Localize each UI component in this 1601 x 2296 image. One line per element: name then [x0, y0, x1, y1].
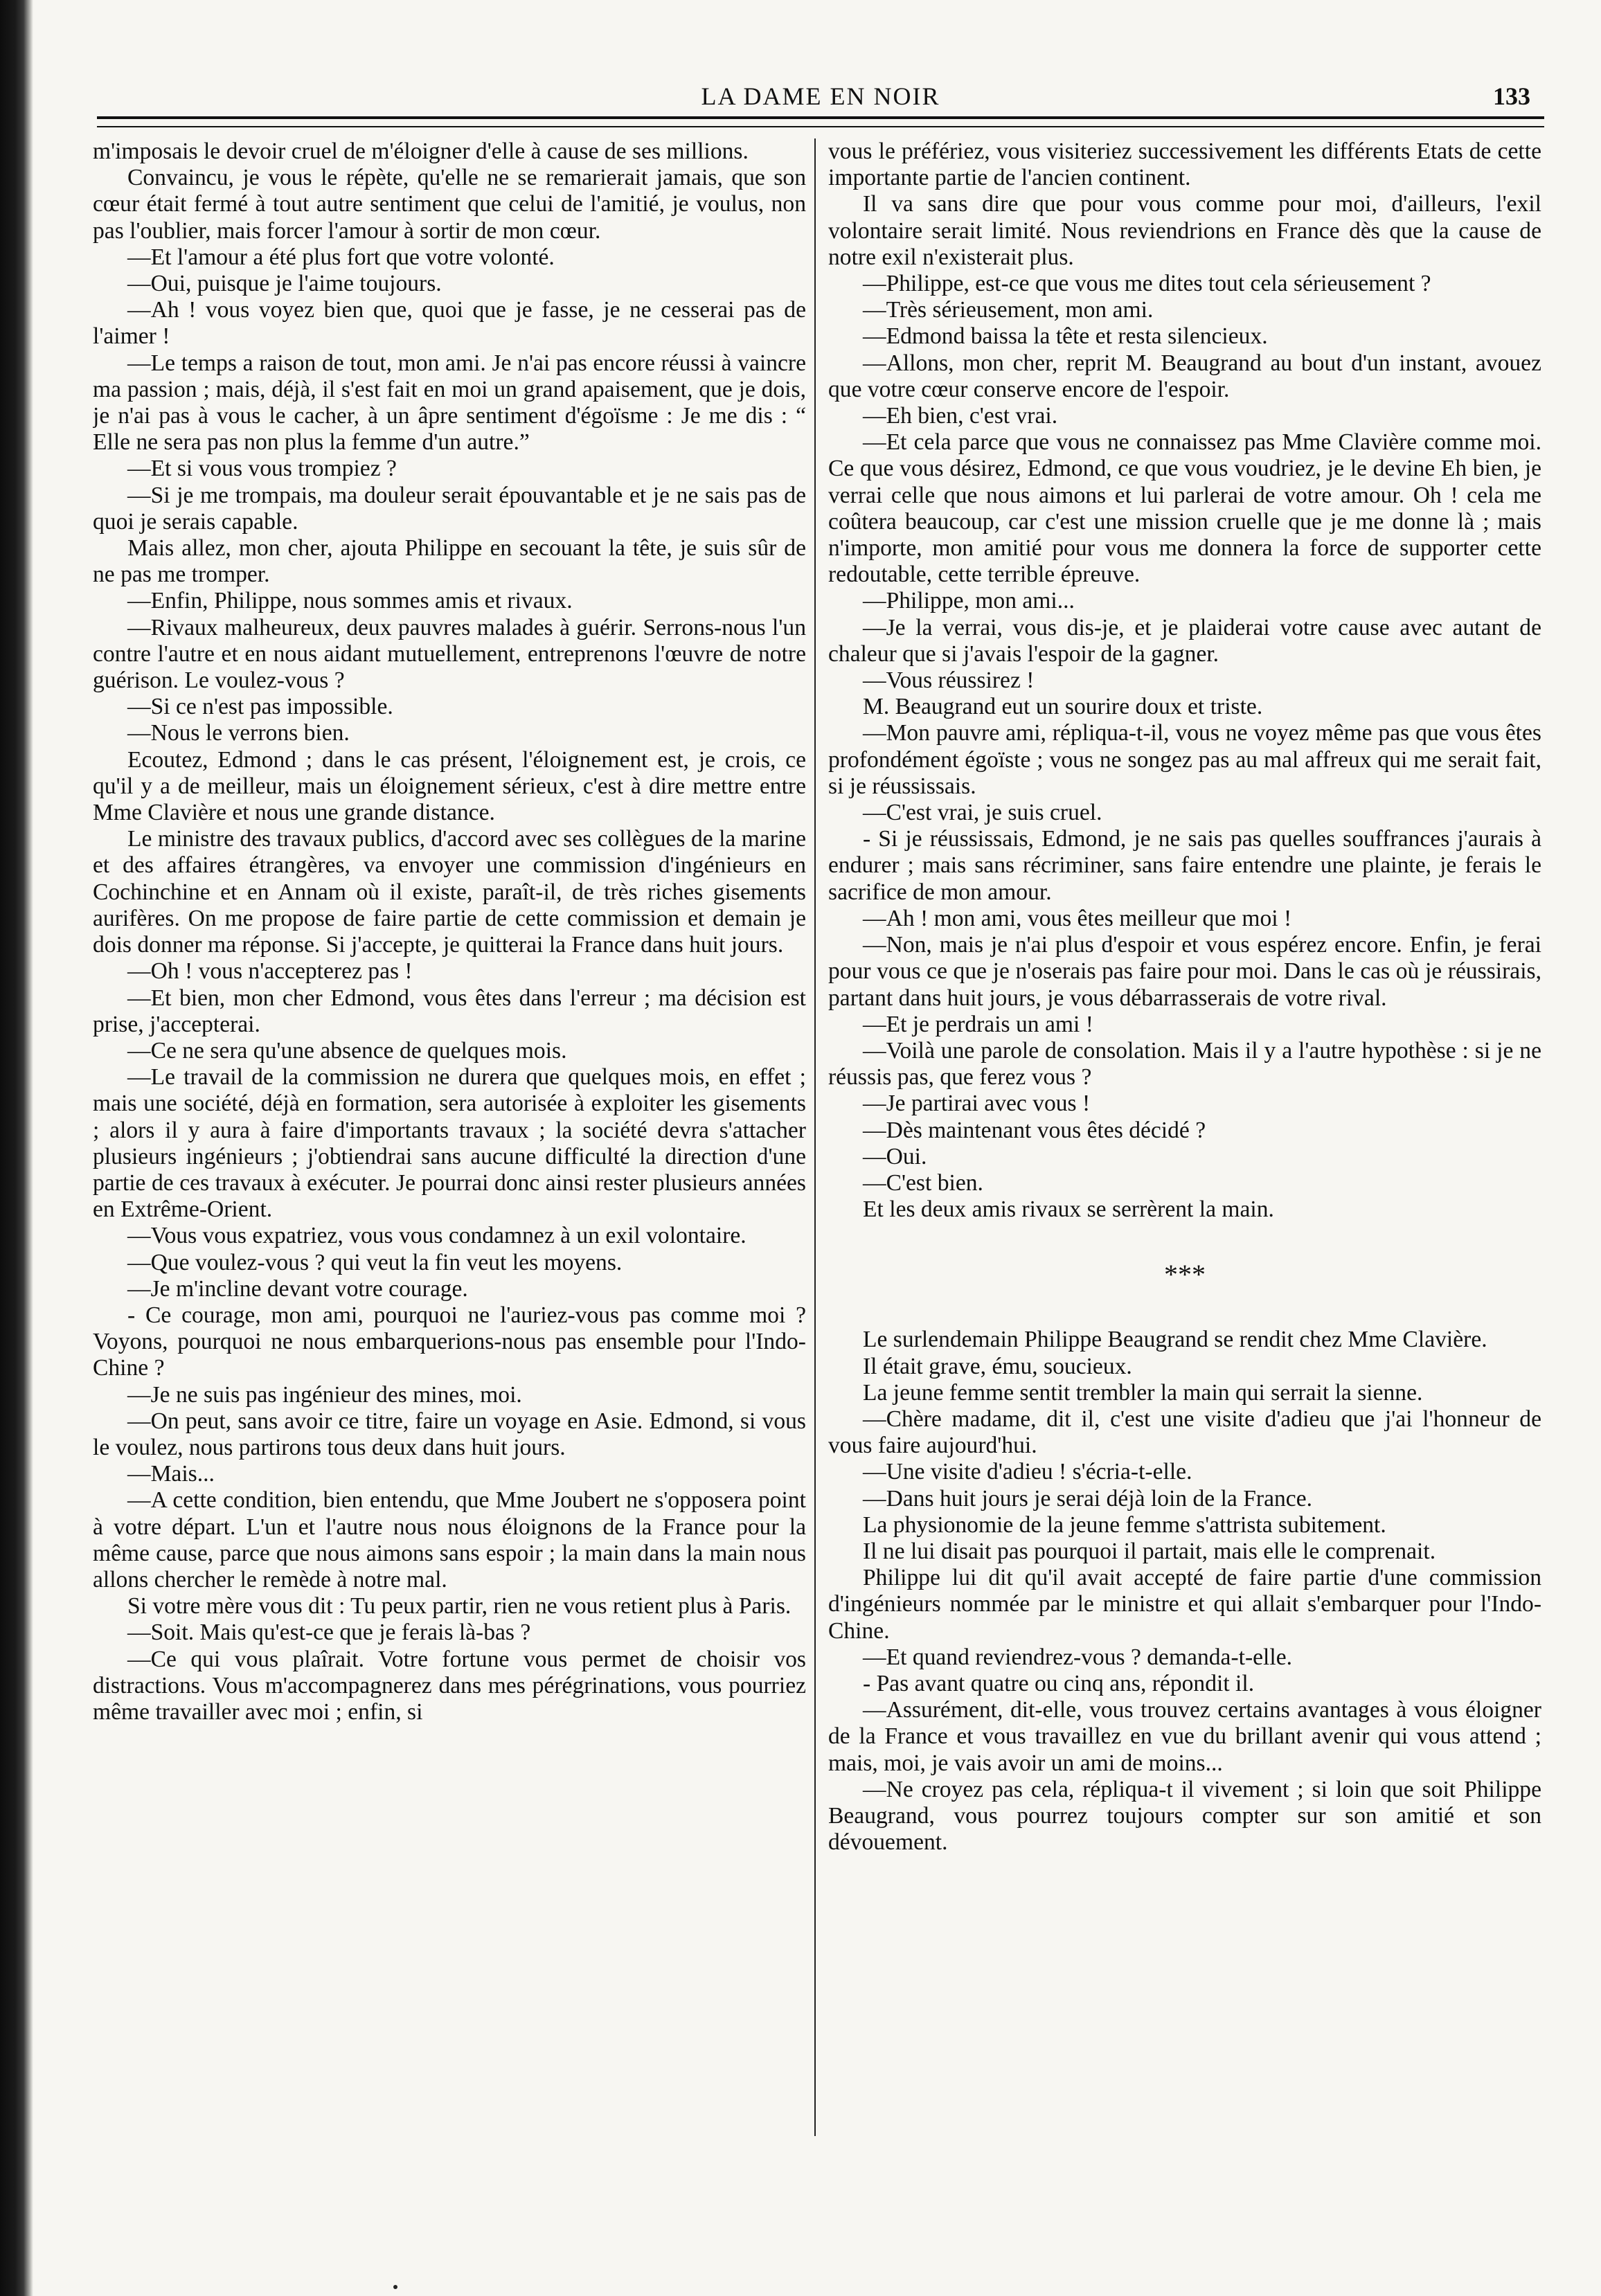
paragraph: —Non, mais je n'ai plus d'espoir et vous espérez encore. Enfin, je ferai pour vous ce que je n'oserais pas faire pour moi. Dans le cas où je réussirais, partant dans huit jours, je vous débarrasserais de votre rival.: [828, 932, 1541, 1011]
paragraph: —Ah ! mon ami, vous êtes meilleur que moi !: [863, 905, 1292, 931]
paragraph: —Vous réussirez !: [863, 667, 1035, 694]
paragraph: —Eh bien, c'est vrai.: [863, 403, 1058, 429]
paragraph: —Dans huit jours je serai déjà loin de la France.: [863, 1485, 1312, 1512]
paragraph: - Ce courage, mon ami, pourquoi ne l'auriez-vous pas comme moi ? Voyons, pourquoi ne nous embarquerions-nous pas ensemble pour l'Indo-Chine ?: [93, 1302, 806, 1381]
paragraph: Le ministre des travaux publics, d'accord avec ses collègues de la marine et des affaires étrangères, va envoyer une commission d'ingénieurs en Cochinchine et en Annam où il existe, paraît-il, de très riches gisements aurifères. On me propose de faire partie de cette commission et demain je dois donner ma réponse. Si j'accepte, je quitterai la France dans huit jours.: [93, 826, 806, 958]
paragraph: La physionomie de la jeune femme s'attrista subitement.: [863, 1512, 1386, 1538]
paragraph: —Si ce n'est pas impossible.: [127, 694, 393, 720]
paragraph: —Et l'amour a été plus fort que votre volonté.: [127, 244, 555, 270]
paragraph: —Nous le verrons bien.: [127, 720, 350, 746]
paragraph: —Allons, mon cher, reprit M. Beaugrand au bout d'un instant, avouez que votre cœur conserve encore de l'espoir.: [828, 350, 1541, 402]
page-number: 133: [1493, 82, 1530, 110]
paragraph: —Oui, puisque je l'aime toujours.: [127, 271, 442, 297]
paragraph: La jeune femme sentit trembler la main qui serrait la sienne.: [863, 1379, 1423, 1406]
paragraph: vous le préfériez, vous visiteriez successivement les différents Etats de cette importante partie de l'ancien continent.: [828, 138, 1541, 191]
paragraph: m'imposais le devoir cruel de m'éloigner d'elle à cause de ses millions.: [93, 138, 749, 164]
paragraph: —Philippe, est-ce que vous me dites tout cela sérieusement ?: [863, 271, 1431, 297]
paragraph: —Vous vous expatriez, vous vous condamnez à un exil volontaire.: [127, 1223, 746, 1249]
header-rule-thin: [97, 126, 1544, 127]
right-text-column: [828, 138, 1541, 2174]
paragraph: —Philippe, mon ami...: [863, 588, 1075, 614]
paragraph: —Soit. Mais qu'est-ce que je ferais là-bas ?: [127, 1620, 531, 1646]
paragraph: —Le travail de la commission ne durera que quelques mois, en effet ; mais une société, déjà en formation, sera autorisée à exploiter les gisements ; alors il y aura à faire d'importants travaux ; la société devra s'attacher plusieurs ingénieurs ; j'obtiendrai sans aucune difficulté la direction d'une partie de ces travaux à exécuter. Je pourrai donc ainsi rester plusieurs années en Extrême-Orient.: [93, 1064, 806, 1223]
paragraph: —Assurément, dit-elle, vous trouvez certains avantages à vous éloigner de la France et vous travaillez en vue du brillant avenir qui vous attend ; mais, moi, je vais avoir un ami de moins...: [828, 1697, 1541, 1776]
paragraph: —Ah ! vous voyez bien que, quoi que je fasse, je ne cesserai pas de l'aimer !: [93, 297, 806, 350]
paragraph: —Oui.: [863, 1143, 927, 1169]
column-divider: [814, 138, 816, 2136]
section-break-asterism: ***: [1164, 1259, 1206, 1291]
paragraph: —Dès maintenant vous êtes décidé ?: [863, 1117, 1206, 1143]
paragraph: —Très sérieusement, mon ami.: [863, 297, 1154, 323]
paragraph: —Enfin, Philippe, nous sommes amis et rivaux.: [127, 588, 573, 614]
paragraph: —C'est bien.: [863, 1169, 983, 1196]
paragraph: —Chère madame, dit il, c'est une visite d'adieu que j'ai l'honneur de vous faire aujourd'hui.: [828, 1406, 1541, 1459]
paragraph: —Edmond baissa la tête et resta silencieux.: [863, 323, 1268, 350]
paragraph: Ecoutez, Edmond ; dans le cas présent, l'éloignement est, je crois, ce qu'il y a de meilleur, mais un éloignement sérieux, c'est à dire mettre entre Mme Clavière et nous une grande distance.: [93, 746, 806, 826]
paragraph: —Le temps a raison de tout, mon ami. Je n'ai pas encore réussi à vaincre ma passion ; mais, déjà, il s'est fait en moi un grand apaisement, que je dois, je n'ai pas à vous le cacher, à un âpre sentiment d'égoïsme : Je me dis : “ Elle ne sera pas non plus la femme d'un autre.”: [93, 350, 806, 456]
paragraph: Et les deux amis rivaux se serrèrent la main.: [863, 1196, 1274, 1223]
header-rule-thick: [97, 116, 1544, 119]
paragraph: M. Beaugrand eut un sourire doux et triste.: [863, 694, 1263, 720]
right-column-part-one: [828, 138, 1541, 1223]
paragraph: —Et je perdrais un ami !: [863, 1011, 1093, 1037]
paragraph: —Et si vous vous trompiez ?: [127, 456, 397, 482]
paragraph: —C'est vrai, je suis cruel.: [863, 800, 1102, 826]
paragraph: —Ne croyez pas cela, répliqua-t il vivement ; si loin que soit Philippe Beaugrand, vous pourrez toujours compter sur son amitié et son dévouement.: [828, 1776, 1541, 1856]
paragraph: - Si je réussissais, Edmond, je ne sais pas quelles souffrances j'aurais à endurer ; mais sans récriminer, sans faire entendre une plainte, je ferais le sacrifice de mon amour.: [828, 826, 1541, 905]
paragraph: —Ce qui vous plaîrait. Votre fortune vous permet de choisir vos distractions. Vous m'accompagnerez dans mes pérégrinations, vous pourriez même travailler avec moi ; enfin, si: [93, 1646, 806, 1725]
right-column-part-two: [828, 1327, 1541, 1856]
paragraph: —Et cela parce que vous ne connaissez pas Mme Clavière comme moi. Ce que vous désirez, Edmond, ce que vous voudriez, je le devine Eh bien, je verrai celle que nous aimons et lui parlerai de votre amour. Oh ! cela me coûtera beaucoup, car c'est une mission cruelle que je me donne là ; mais n'importe, mon amitié pour vous me donnera la force de supporter cette redoutable, cette terrible épreuve.: [828, 429, 1541, 588]
paragraph: Philippe lui dit qu'il avait accepté de faire partie d'une commission d'ingénieurs nommée par le ministre et qui allait s'embarquer pour l'Indo-Chine.: [828, 1565, 1541, 1644]
paragraph: Si votre mère vous dit : Tu peux partir, rien ne vous retient plus à Paris.: [127, 1593, 791, 1620]
paragraph: —Oh ! vous n'accepterez pas !: [127, 958, 413, 985]
paragraph: Convaincu, je vous le répète, qu'elle ne se remarierait jamais, que son cœur était fermé à tout autre sentiment que celui de l'amitié, je voulus, non pas l'oublier, mais forcer l'amour à sortir de mon cœur.: [93, 165, 806, 244]
paragraph: —Mais...: [127, 1461, 215, 1487]
paragraph: —Ce ne sera qu'une absence de quelques mois.: [127, 1037, 567, 1064]
ink-speck: [393, 2285, 397, 2289]
left-text-column: [93, 138, 806, 2174]
paragraph: —Rivaux malheureux, deux pauvres malades à guérir. Serrons-nous l'un contre l'autre et en nous aidant mutuellement, entreprenons l'œuvre de notre guérison. Le voulez-vous ?: [93, 614, 806, 694]
paragraph: Il ne lui disait pas pourquoi il partait, mais elle le comprenait.: [863, 1538, 1436, 1564]
paragraph: —Je m'incline devant votre courage.: [127, 1275, 468, 1302]
paragraph: Il va sans dire que pour vous comme pour moi, d'ailleurs, l'exil volontaire serait limité. Nous reviendrions en France dès que la cause de notre exil n'existerait plus.: [828, 191, 1541, 270]
paragraph: —Et quand reviendrez-vous ? demanda-t-elle.: [863, 1644, 1292, 1670]
paragraph: —Je ne suis pas ingénieur des mines, moi.: [127, 1381, 522, 1408]
running-title: LA DAME EN NOIR: [701, 82, 940, 110]
paragraph: —Je la verrai, vous dis-je, et je plaiderai votre cause avec autant de chaleur que si j'avais l'espoir de la gagner.: [828, 614, 1541, 667]
book-binding-edge: [0, 0, 33, 2296]
paragraph: - Pas avant quatre ou cinq ans, répondit il.: [863, 1670, 1255, 1696]
paragraph: —Je partirai avec vous !: [863, 1091, 1091, 1117]
paragraph: Il était grave, ému, soucieux.: [863, 1353, 1132, 1379]
paragraph: —Et bien, mon cher Edmond, vous êtes dans l'erreur ; ma décision est prise, j'accepterai.: [93, 985, 806, 1037]
paragraph: —On peut, sans avoir ce titre, faire un voyage en Asie. Edmond, si vous le voulez, nous partirons tous deux dans huit jours.: [93, 1408, 806, 1460]
paragraph: —Mon pauvre ami, répliqua-t-il, vous ne voyez même pas que vous êtes profondément égoïste ; vous ne songez pas au mal affreux qui me serait fait, si je réussissais.: [828, 720, 1541, 799]
paragraph: Mais allez, mon cher, ajouta Philippe en secouant la tête, je suis sûr de ne pas me tromper.: [93, 535, 806, 588]
paragraph: —Si je me trompais, ma douleur serait épouvantable et je ne sais pas de quoi je serais capable.: [93, 482, 806, 535]
paragraph: —Une visite d'adieu ! s'écria-t-elle.: [863, 1459, 1192, 1485]
paragraph: —Voilà une parole de consolation. Mais il y a l'autre hypothèse : si je ne réussis pas, que ferez vous ?: [828, 1037, 1541, 1091]
paragraph: —A cette condition, bien entendu, que Mme Joubert ne s'opposera point à votre départ. L'un et l'autre nous nous éloignons de la France pour la même cause, parce que nous aimons sans espoir ; la main dans la main nous allons chercher le remède à notre mal.: [93, 1487, 806, 1593]
paragraph: —Que voulez-vous ? qui veut la fin veut les moyens.: [127, 1249, 623, 1275]
paragraph: Le surlendemain Philippe Beaugrand se rendit chez Mme Clavière.: [863, 1327, 1487, 1353]
